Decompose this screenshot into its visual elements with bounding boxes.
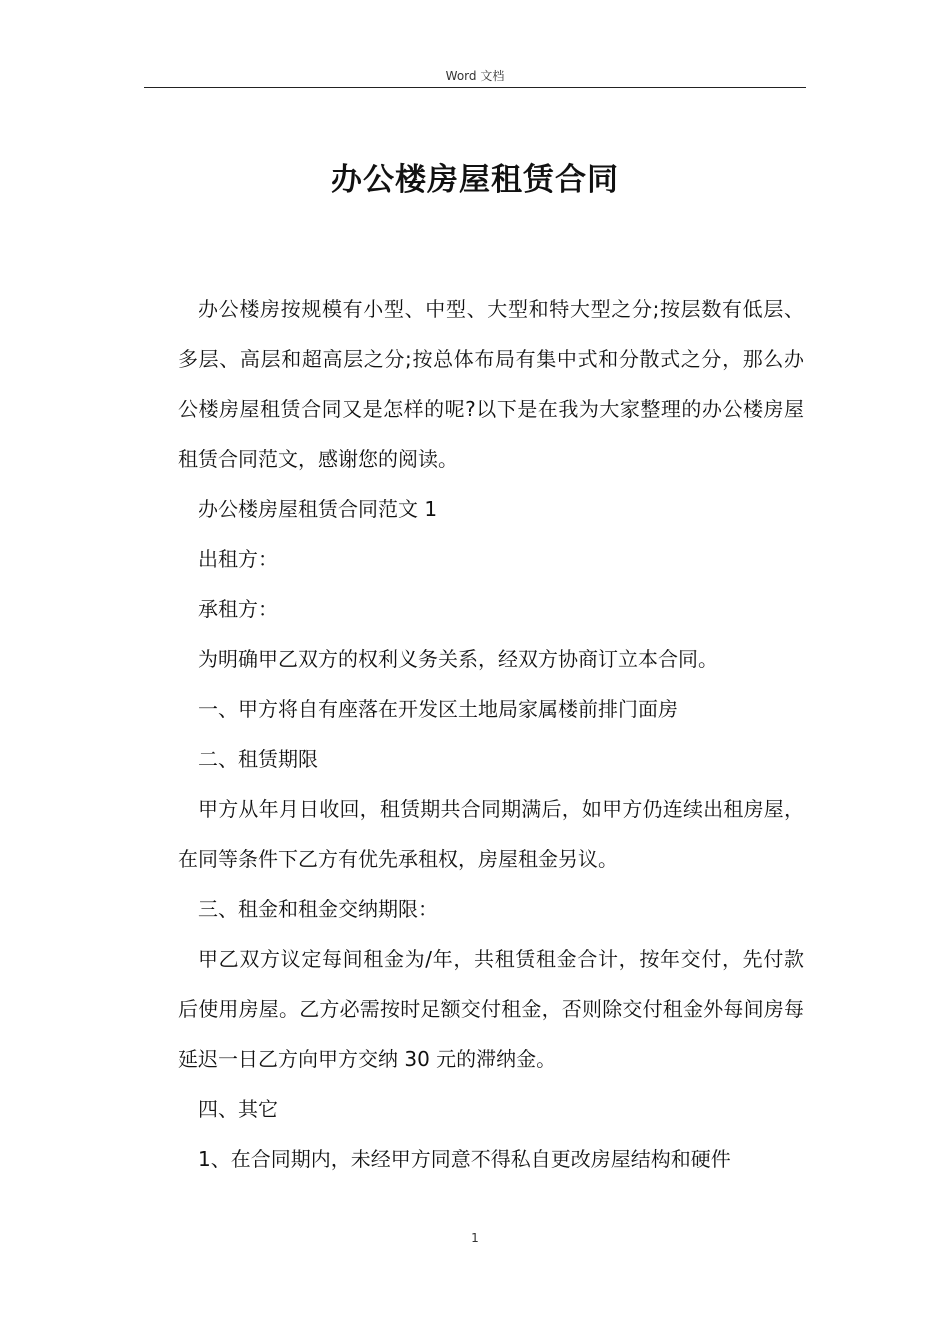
clause-2-body: 甲方从年月日收回，租赁期共合同期满后，如甲方仍连续出租房屋，在同等条件下乙方有优先承租权，房屋租金另议。 [178,797,804,871]
purpose-paragraph: 为明确甲乙双方的权利义务关系，经双方协商订立本合同。 [198,647,718,671]
section-heading-sample-1: 办公楼房屋租赁合同范文 1 [198,497,438,521]
clause-4-heading: 四、其它 [198,1097,278,1121]
header-divider [144,87,806,88]
clause-3-body: 甲乙双方议定每间租金为/年，共租赁租金合计，按年交付，先付款后使用房屋。乙方必需按时足额交付租金，否则除交付租金外每间房每延迟一日乙方向甲方交纳 30 元的滞纳金。 [178,947,804,1071]
clause-1: 一、甲方将自有座落在开发区土地局家属楼前排门面房 [198,697,678,721]
clause-4-item-1: 1、在合同期内，未经甲方同意不得私自更改房屋结构和硬件 [198,1147,731,1171]
document-title: 办公楼房屋租赁合同 [331,162,619,198]
document-body [178,284,804,1184]
clause-2-heading: 二、租赁期限 [198,747,318,771]
lessee-line: 承租方： [198,597,278,621]
intro-paragraph: 办公楼房按规模有小型、中型、大型和特大型之分;按层数有低层、多层、高层和超高层之分;按总体布局有集中式和分散式之分，那么办公楼房屋租赁合同又是怎样的呢?以下是在我为大家整理的办公楼房屋租赁合同范文，感谢您的阅读。 [178,297,804,471]
clause-3-heading: 三、租金和租金交纳期限： [198,897,438,921]
page-header-label: Word 文档 [445,69,505,83]
page-number: 1 [471,1231,479,1245]
lessor-line: 出租方： [198,547,278,571]
